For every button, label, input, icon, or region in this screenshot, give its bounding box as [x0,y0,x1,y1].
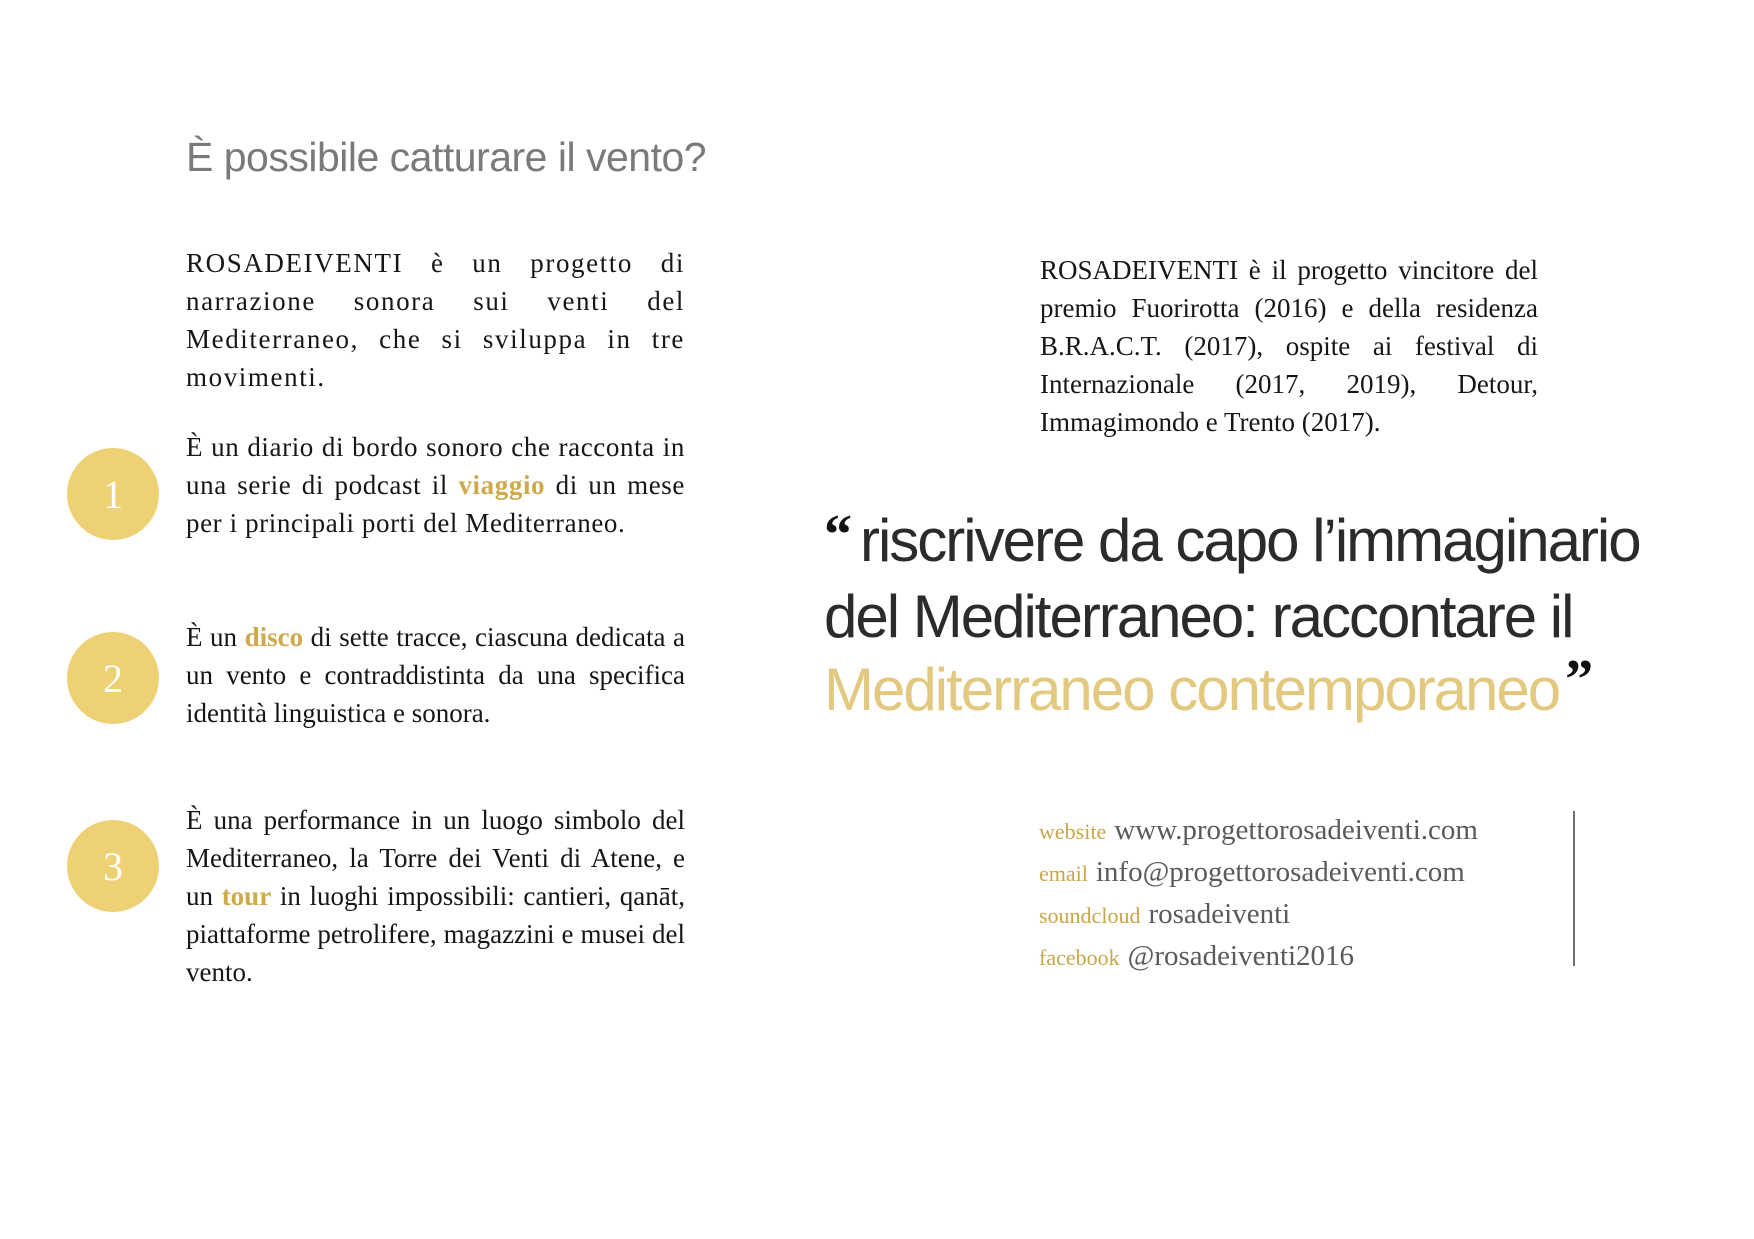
contact-facebook-label: facebook [1039,945,1120,970]
open-quote-mark: “ [824,504,852,566]
contacts-block [1039,809,1478,977]
awards-paragraph: ROSADEIVENTI è il progetto vincitore del premio Fuorirotta (2016) e della residenza B.R.A.C.T. (2017), ospite ai festival di Internazionale (2017, 2019), Detour, Immagimondo e Trento (2017). [1040,255,1538,437]
movement-1-text-before: È un diario di bordo sonoro che racconta in una serie di podcast il [186,432,685,500]
contact-website-label: website [1039,819,1107,844]
step-number-1-badge: 1 [67,448,159,540]
intro-paragraph: ROSADEIVENTI è un progetto di narrazione sonora sui venti del Mediterraneo, che si sviluppa in tre movimenti. [186,248,685,392]
movement-1-highlight: viaggio [458,470,546,500]
movement-1-paragraph [186,428,685,542]
movement-2-highlight: disco [244,622,304,652]
contact-website [1039,809,1478,851]
movement-2-text-after: di sette tracce, ciascuna dedicata a un vento e contraddistinta da una specifica identità linguistica e sonora. [186,622,685,728]
contact-email-label: email [1039,861,1088,886]
quote-line-3-highlight: Mediterraneo contemporaneo [824,656,1560,723]
contact-soundcloud-label: soundcloud [1039,903,1141,928]
contact-facebook [1039,935,1478,977]
movement-2-text-before: È un [186,622,245,652]
movement-3-highlight: tour [221,881,272,911]
contact-email-link[interactable]: info@progettorosadeiventi.com [1095,856,1465,888]
quote-line-2: del Mediterraneo: raccontare il [824,583,1573,650]
contacts-divider [1573,811,1575,966]
contact-soundcloud [1039,893,1478,935]
contact-website-link[interactable]: www.progettorosadeiventi.com [1114,814,1478,846]
contact-soundcloud-link[interactable]: rosadeiventi [1148,898,1291,930]
close-quote-mark: ” [1565,649,1594,711]
quote-line-1: riscrivere da capo l’immaginario [860,507,1640,574]
pull-quote [824,504,1724,729]
step-number-3-badge: 3 [67,820,159,912]
contact-email [1039,851,1478,893]
contact-facebook-link[interactable]: @rosadeiventi2016 [1127,940,1355,972]
movement-3-paragraph [186,801,685,991]
movement-3-text-after: in luoghi impossibili: cantieri, qanāt, piattaforme petrolifere, magazzini e musei del vento. [186,881,686,987]
page-title: È possibile catturare il vento? [186,134,707,180]
movement-1-text-after: di un mese per i principali porti del Mediterraneo. [186,470,685,538]
movement-2-paragraph [186,618,685,732]
movement-3-text-before: È una performance in un luogo simbolo del Mediterraneo, la Torre dei Venti di Atene, e un [186,805,685,911]
step-number-2-badge: 2 [67,632,159,724]
